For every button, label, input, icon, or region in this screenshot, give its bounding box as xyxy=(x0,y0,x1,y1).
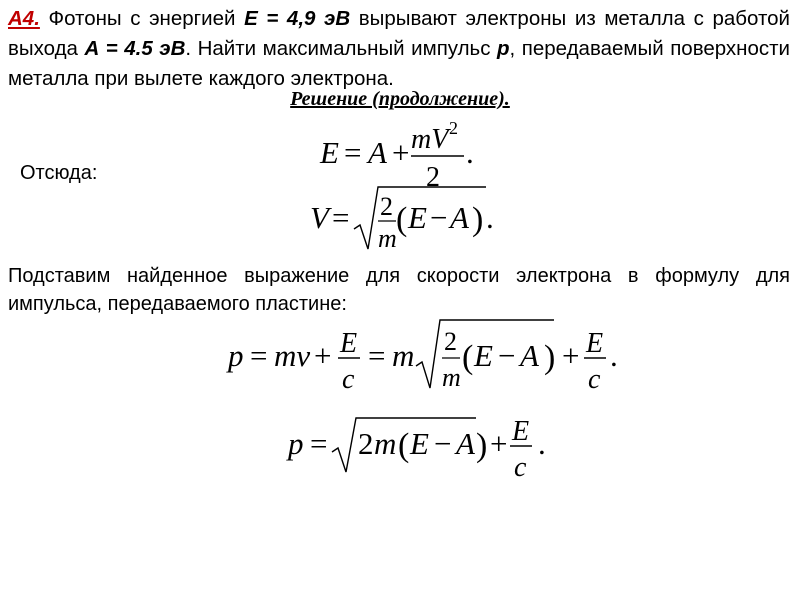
svg-text:−: − xyxy=(434,426,452,461)
svg-text:E: E xyxy=(512,416,530,447)
svg-text:−: − xyxy=(430,200,448,235)
svg-text:mV: mV xyxy=(411,124,449,155)
svg-text:2: 2 xyxy=(358,426,374,461)
svg-text:E: E xyxy=(340,328,358,359)
svg-text:): ) xyxy=(544,339,556,376)
svg-text:(: ( xyxy=(462,339,474,376)
momentum-symbol: р xyxy=(497,37,510,60)
svg-text:p: p xyxy=(228,338,244,373)
momentum-final-formula xyxy=(286,410,566,486)
svg-text:2: 2 xyxy=(380,192,393,221)
svg-text:A: A xyxy=(450,200,469,235)
svg-text:m: m xyxy=(374,426,397,461)
svg-text:c: c xyxy=(588,364,601,395)
svg-text:+: + xyxy=(314,338,332,373)
velocity-formula xyxy=(308,183,498,255)
svg-text:.: . xyxy=(610,338,618,373)
svg-text:mv: mv xyxy=(274,338,311,373)
problem-number: А4. xyxy=(8,7,40,30)
svg-text:2: 2 xyxy=(426,162,440,190)
svg-text:=: = xyxy=(332,200,350,235)
problem-text-4: , передаваемый поверхности металла при вылете каждого электрона. xyxy=(8,37,790,90)
svg-text:E: E xyxy=(474,338,493,373)
svg-text:.: . xyxy=(486,200,494,235)
svg-text:p: p xyxy=(288,426,304,461)
svg-text:): ) xyxy=(472,201,484,238)
svg-text:.: . xyxy=(466,135,474,170)
svg-text:2: 2 xyxy=(449,118,458,138)
svg-text:−: − xyxy=(498,338,516,373)
svg-text:+: + xyxy=(562,338,580,373)
svg-text:m: m xyxy=(442,363,461,392)
svg-text:E: E xyxy=(408,200,427,235)
svg-text:+: + xyxy=(490,426,508,461)
problem-text-3: . Найти максимальный импульс xyxy=(185,37,497,60)
work-function-given: А = 4.5 эВ xyxy=(84,37,186,60)
momentum-formula xyxy=(226,318,626,398)
svg-text:=: = xyxy=(250,338,268,373)
svg-text:=: = xyxy=(344,135,362,170)
problem-statement xyxy=(8,4,790,94)
svg-text:(: ( xyxy=(396,201,408,238)
svg-text:E: E xyxy=(586,328,604,359)
svg-text:(: ( xyxy=(398,427,410,464)
svg-text:A: A xyxy=(368,135,387,170)
svg-text:2: 2 xyxy=(444,327,457,356)
svg-text:m: m xyxy=(392,338,415,373)
svg-text:+: + xyxy=(392,135,410,170)
svg-text:): ) xyxy=(476,427,488,464)
svg-text:V: V xyxy=(310,200,329,235)
svg-text:c: c xyxy=(514,452,527,483)
svg-text:E: E xyxy=(320,135,339,170)
energy-given: Е = 4,9 эВ xyxy=(244,7,351,30)
svg-text:E: E xyxy=(410,426,429,461)
problem-text-2: вырывают электроны из металла с работой выхода xyxy=(8,7,790,60)
svg-text:.: . xyxy=(538,426,546,461)
energy-formula xyxy=(318,118,488,190)
svg-text:A: A xyxy=(456,426,475,461)
substitution-text: Подставим найденное выражение для скорости электрона в формулу для импульса, передаваемого пластине: xyxy=(8,265,790,315)
problem-text-1: Фотоны с энергией xyxy=(39,7,245,30)
solution-heading: Решение (продолжение). xyxy=(290,88,510,110)
svg-text:=: = xyxy=(310,426,328,461)
svg-text:c: c xyxy=(342,364,355,395)
svg-text:m: m xyxy=(378,224,397,253)
hence-label: Отсюда: xyxy=(20,162,98,184)
svg-text:=: = xyxy=(368,338,386,373)
svg-text:A: A xyxy=(520,338,539,373)
